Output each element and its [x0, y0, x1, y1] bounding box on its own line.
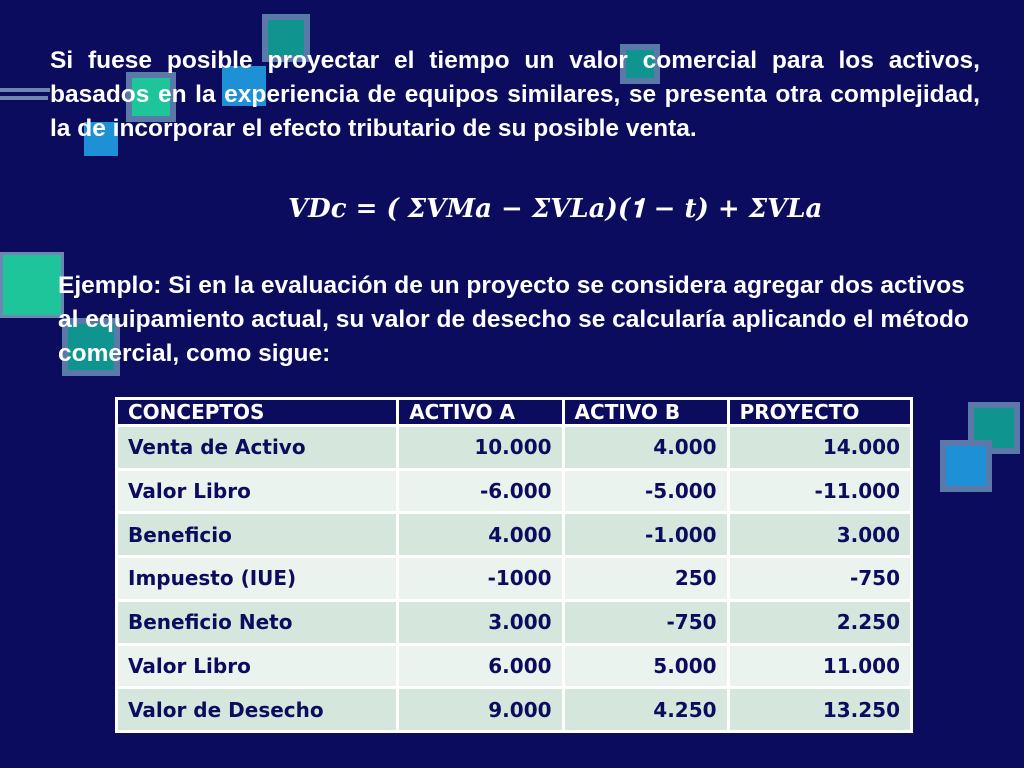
- example-paragraph: Ejemplo: Si en la evaluación de un proyecto se considera agregar dos activos al equipamiento actual, su valor de desecho se calcularía aplicando el método comercial, como sigue:: [58, 272, 969, 367]
- intro-paragraph: Si fuese posible proyectar el tiempo un valor comercial para los activos, basados en la experiencia de equipos similares, se presenta otra complejidad, la de incorporar el efecto tributario de su posible venta.: [50, 47, 980, 142]
- row-label: Impuesto (IUE): [118, 558, 396, 599]
- header-activo-b: ACTIVO B: [565, 400, 727, 424]
- cell-activo-b: -750: [565, 602, 727, 643]
- cell-activo-a: 10.000: [399, 427, 561, 468]
- header-activo-a: ACTIVO A: [399, 400, 561, 424]
- table-row: [118, 646, 910, 687]
- cell-proyecto: 2.250: [730, 602, 910, 643]
- row-label: Valor Libro: [118, 471, 396, 512]
- valor-desecho-table: [115, 397, 913, 733]
- row-label: Valor Libro: [118, 646, 396, 687]
- decor-line-top: [0, 88, 50, 92]
- header-conceptos: CONCEPTOS: [118, 400, 396, 424]
- decor-square-left-large: [0, 252, 64, 318]
- cell-activo-b: -5.000: [565, 471, 727, 512]
- table-row: [118, 602, 910, 643]
- table-header-row: [118, 400, 910, 424]
- cell-activo-a: 4.000: [399, 514, 561, 555]
- cell-activo-b: 250: [565, 558, 727, 599]
- cell-proyecto: -11.000: [730, 471, 910, 512]
- cell-proyecto: -750: [730, 558, 910, 599]
- cell-activo-a: -6.000: [399, 471, 561, 512]
- table-row: [118, 689, 910, 730]
- row-label: Beneficio Neto: [118, 602, 396, 643]
- header-proyecto: PROYECTO: [730, 400, 910, 424]
- cell-activo-b: 4.250: [565, 689, 727, 730]
- decor-square-right-low-inner: [946, 446, 986, 486]
- table-row: [118, 427, 910, 468]
- cell-activo-b: -1.000: [565, 514, 727, 555]
- cell-activo-a: 6.000: [399, 646, 561, 687]
- cell-proyecto: 13.250: [730, 689, 910, 730]
- row-label: Venta de Activo: [118, 427, 396, 468]
- cell-activo-b: 4.000: [565, 427, 727, 468]
- table-row: [118, 514, 910, 555]
- row-label: Valor de Desecho: [118, 689, 396, 730]
- formula: 𝑽𝑫𝒄 = ( 𝜮𝑽𝑴𝒂 − 𝜮𝑽𝑳𝒂)(𝟏 − 𝒕) + 𝜮𝑽𝑳𝒂: [288, 194, 823, 224]
- decor-line-top-2: [0, 96, 48, 100]
- cell-activo-a: -1000: [399, 558, 561, 599]
- cell-activo-a: 3.000: [399, 602, 561, 643]
- cell-proyecto: 14.000: [730, 427, 910, 468]
- cell-activo-a: 9.000: [399, 689, 561, 730]
- cell-activo-b: 5.000: [565, 646, 727, 687]
- cell-proyecto: 3.000: [730, 514, 910, 555]
- data-table-container: [115, 397, 913, 733]
- row-label: Beneficio: [118, 514, 396, 555]
- cell-proyecto: 11.000: [730, 646, 910, 687]
- table-row: [118, 558, 910, 599]
- table-row: [118, 471, 910, 512]
